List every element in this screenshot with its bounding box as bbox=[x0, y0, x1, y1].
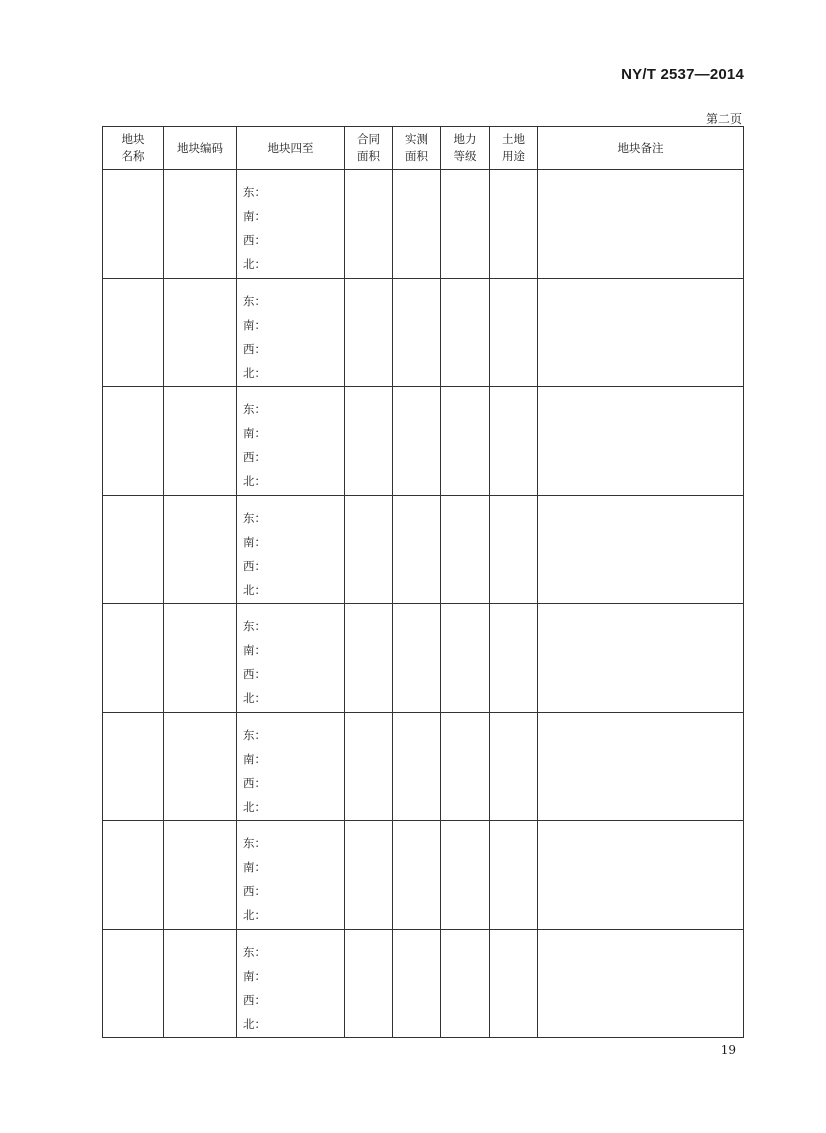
header-text: 用途 bbox=[502, 149, 525, 163]
header-text: 名称 bbox=[121, 149, 145, 163]
column-parcel-boundaries-cell bbox=[237, 821, 345, 930]
column-parcel-code-cell bbox=[164, 821, 237, 930]
column-soil-grade-cell bbox=[441, 821, 490, 930]
column-parcel-boundaries-cell bbox=[237, 604, 345, 713]
boundary-label: 西： bbox=[243, 450, 266, 464]
boundary-label: 西： bbox=[243, 775, 266, 790]
column-parcel-code-cell bbox=[164, 712, 237, 821]
header-text: 地块编码 bbox=[177, 140, 223, 155]
column-measured-area-cell bbox=[393, 712, 441, 821]
column-parcel-code-cell bbox=[164, 929, 237, 1038]
column-soil-grade-cell bbox=[441, 929, 490, 1038]
column-measured-area-cell bbox=[393, 278, 441, 387]
boundary-label: 东： bbox=[243, 727, 266, 742]
table-body bbox=[103, 170, 744, 1038]
boundary-label: 东： bbox=[243, 944, 266, 959]
boundary-list bbox=[237, 496, 344, 602]
column-parcel-name-cell bbox=[103, 278, 164, 387]
boundary-label: 东： bbox=[243, 836, 266, 850]
column-parcel-code-cell bbox=[164, 495, 237, 604]
column-parcel-remarks-cell bbox=[538, 929, 744, 1038]
header-row bbox=[103, 127, 744, 170]
column-measured-area-cell bbox=[393, 495, 441, 604]
header-text: 面积 bbox=[357, 149, 380, 163]
column-measured-area-cell bbox=[393, 387, 441, 496]
boundary-label: 西： bbox=[243, 884, 266, 898]
column-soil-grade-cell bbox=[441, 170, 490, 279]
column-contract-area-cell bbox=[345, 170, 393, 279]
table-row bbox=[103, 821, 744, 930]
column-soil-grade-cell bbox=[441, 495, 490, 604]
boundary-label: 北： bbox=[243, 474, 266, 488]
column-parcel-remarks-cell bbox=[538, 170, 744, 279]
column-parcel-remarks-cell bbox=[538, 712, 744, 821]
boundary-label: 南： bbox=[243, 968, 266, 983]
header-text: 地块四至 bbox=[267, 140, 314, 155]
boundary-label: 西： bbox=[243, 233, 266, 247]
column-land-use-cell bbox=[490, 821, 538, 930]
column-parcel-boundaries-cell bbox=[237, 387, 345, 496]
boundary-label: 东： bbox=[243, 402, 266, 416]
column-measured-area-cell bbox=[393, 170, 441, 279]
column-parcel-boundaries-cell bbox=[237, 712, 345, 821]
boundary-label: 西： bbox=[243, 992, 266, 1007]
column-parcel-remarks-cell bbox=[538, 495, 744, 604]
column-contract-area-cell bbox=[345, 821, 393, 930]
header-text: 地力 bbox=[453, 132, 477, 146]
column-measured-area-header bbox=[393, 127, 441, 170]
column-parcel-boundaries-cell bbox=[237, 278, 345, 387]
boundary-list bbox=[237, 821, 344, 927]
column-parcel-name-cell bbox=[103, 821, 164, 930]
boundary-label: 东： bbox=[243, 185, 266, 199]
boundary-label: 北： bbox=[243, 257, 266, 271]
header-text: 实测 bbox=[405, 132, 428, 146]
column-parcel-name-cell bbox=[103, 387, 164, 496]
column-land-use-cell bbox=[490, 387, 538, 496]
column-parcel-code-cell bbox=[164, 278, 237, 387]
boundary-label: 东： bbox=[243, 619, 266, 633]
parcel-table bbox=[102, 126, 744, 1038]
boundary-label: 东： bbox=[243, 510, 266, 525]
column-parcel-boundaries-cell bbox=[237, 495, 345, 604]
boundary-list bbox=[237, 279, 344, 385]
boundary-label: 南： bbox=[243, 643, 266, 657]
column-land-use-cell bbox=[490, 604, 538, 713]
boundary-label: 西： bbox=[243, 341, 266, 356]
column-parcel-name-cell bbox=[103, 495, 164, 604]
column-parcel-name-cell bbox=[103, 712, 164, 821]
column-parcel-remarks-cell bbox=[538, 387, 744, 496]
boundary-label: 西： bbox=[243, 558, 266, 573]
boundary-list bbox=[237, 930, 344, 1036]
column-soil-grade-cell bbox=[441, 604, 490, 713]
column-parcel-name-cell bbox=[103, 170, 164, 279]
column-contract-area-header bbox=[345, 127, 393, 170]
table-row bbox=[103, 712, 744, 821]
boundary-label: 南： bbox=[243, 317, 266, 332]
boundary-label: 南： bbox=[243, 860, 266, 874]
boundary-label: 东： bbox=[243, 293, 266, 308]
boundary-list bbox=[237, 387, 344, 493]
column-parcel-boundaries-cell bbox=[237, 170, 345, 279]
boundary-label: 南： bbox=[243, 751, 266, 766]
column-land-use-cell bbox=[490, 495, 538, 604]
table-row bbox=[103, 387, 744, 496]
table-row bbox=[103, 495, 744, 604]
boundary-label: 西： bbox=[243, 667, 266, 681]
boundary-label: 北： bbox=[243, 691, 266, 705]
column-soil-grade-cell bbox=[441, 278, 490, 387]
column-land-use-cell bbox=[490, 712, 538, 821]
column-parcel-boundaries-header bbox=[237, 127, 345, 170]
header-text: 合同 bbox=[357, 132, 380, 146]
table-row bbox=[103, 604, 744, 713]
column-parcel-name-cell bbox=[103, 929, 164, 1038]
column-parcel-code-cell bbox=[164, 387, 237, 496]
boundary-label: 北： bbox=[243, 365, 266, 380]
page-label: 第二页 bbox=[705, 112, 742, 126]
column-land-use-cell bbox=[490, 929, 538, 1038]
column-contract-area-cell bbox=[345, 495, 393, 604]
column-parcel-name-header bbox=[103, 127, 164, 170]
table-row bbox=[103, 278, 744, 387]
column-parcel-code-cell bbox=[164, 170, 237, 279]
column-soil-grade-header bbox=[441, 127, 490, 170]
column-parcel-name-cell bbox=[103, 604, 164, 713]
standard-code: NY/T 2537—2014 bbox=[621, 66, 744, 83]
column-measured-area-cell bbox=[393, 821, 441, 930]
column-parcel-remarks-header bbox=[538, 127, 744, 170]
boundary-list bbox=[237, 170, 344, 276]
column-parcel-remarks-cell bbox=[538, 604, 744, 713]
column-parcel-boundaries-cell bbox=[237, 929, 345, 1038]
header-text: 地块备注 bbox=[617, 140, 664, 155]
boundary-label: 北： bbox=[243, 799, 266, 814]
boundary-label: 北： bbox=[243, 582, 266, 597]
column-measured-area-cell bbox=[393, 929, 441, 1038]
boundary-label: 北： bbox=[243, 1016, 266, 1031]
table-row bbox=[103, 170, 744, 279]
column-parcel-code-header bbox=[164, 127, 237, 170]
header-text: 等级 bbox=[453, 149, 477, 163]
column-contract-area-cell bbox=[345, 387, 393, 496]
column-parcel-remarks-cell bbox=[538, 278, 744, 387]
column-land-use-header bbox=[490, 127, 538, 170]
column-land-use-cell bbox=[490, 278, 538, 387]
boundary-label: 南： bbox=[243, 209, 266, 223]
column-soil-grade-cell bbox=[441, 387, 490, 496]
page-number: 19 bbox=[720, 1043, 736, 1057]
column-soil-grade-cell bbox=[441, 712, 490, 821]
column-measured-area-cell bbox=[393, 604, 441, 713]
table-row bbox=[103, 929, 744, 1038]
header-text: 土地 bbox=[502, 132, 525, 146]
header-text: 地块 bbox=[121, 132, 145, 146]
column-land-use-cell bbox=[490, 170, 538, 279]
boundary-label: 南： bbox=[243, 534, 266, 549]
column-contract-area-cell bbox=[345, 278, 393, 387]
column-contract-area-cell bbox=[345, 604, 393, 713]
boundary-label: 北： bbox=[243, 908, 266, 922]
boundary-list bbox=[237, 713, 344, 819]
column-contract-area-cell bbox=[345, 712, 393, 821]
column-contract-area-cell bbox=[345, 929, 393, 1038]
column-parcel-code-cell bbox=[164, 604, 237, 713]
boundary-label: 南： bbox=[243, 426, 266, 440]
column-parcel-remarks-cell bbox=[538, 821, 744, 930]
header-text: 面积 bbox=[405, 149, 428, 163]
boundary-list bbox=[237, 604, 344, 710]
